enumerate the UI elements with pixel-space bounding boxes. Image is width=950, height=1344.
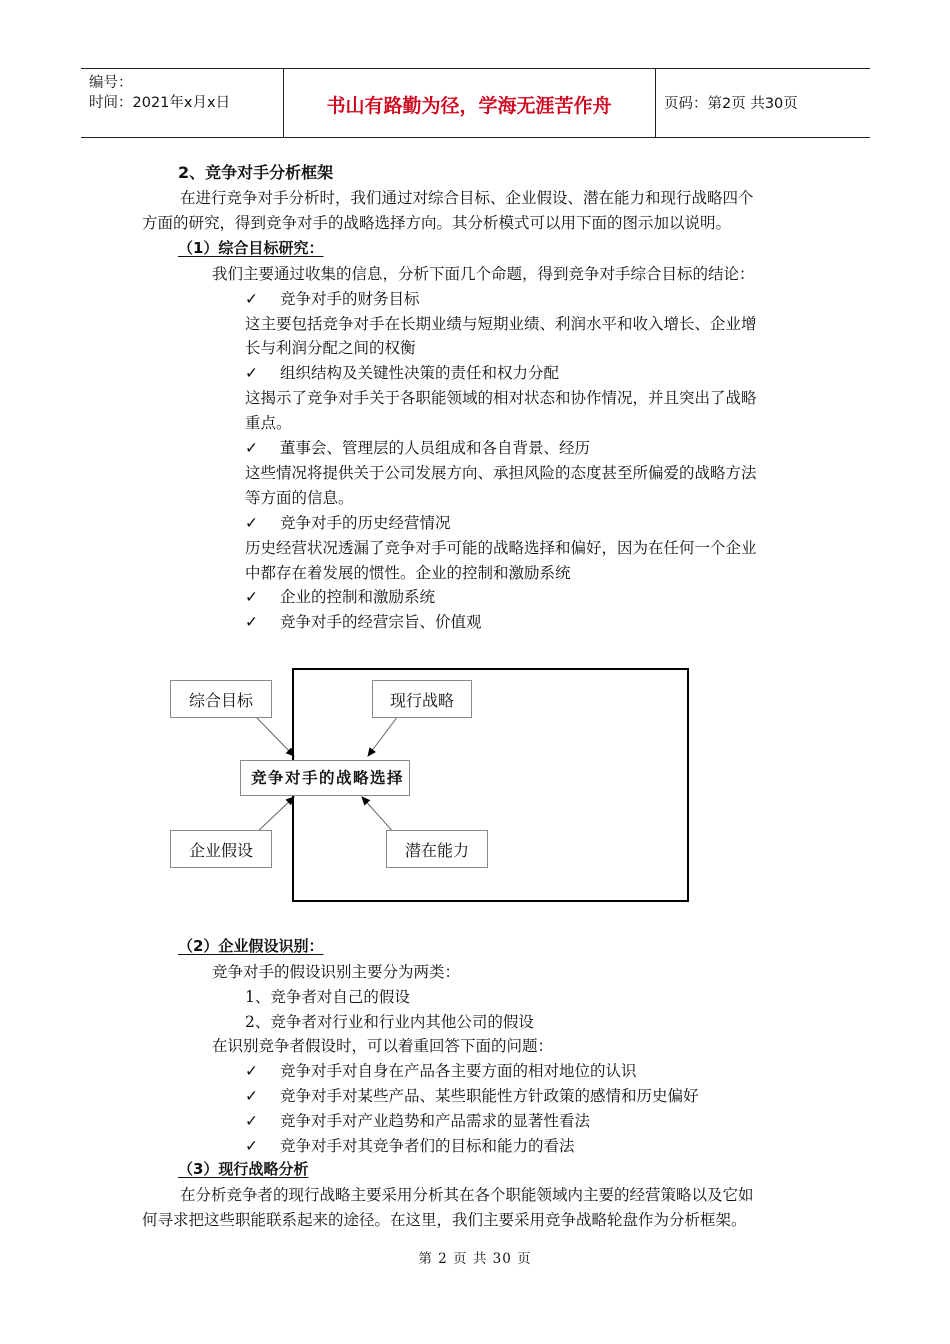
intro-line-2: 方面的研究，得到竞争对手的战略选择方向。其分析模式可以用下面的图示加以说明。 <box>142 214 732 232</box>
subsection-2-lead-2: 在识别竞争者假设时，可以着重回答下面的问题： <box>212 1037 554 1055</box>
header-motto: 书山有路勤为径，学海无涯苦作舟 <box>326 95 612 117</box>
subsection-2-lead: 竞争对手的假设识别主要分为两类： <box>212 963 461 981</box>
item-description: 这些情况将提供关于公司发展方向、承担风险的态度甚至所偏爱的战略方法 <box>245 464 757 482</box>
list-item: ✓ 组织结构及关键性决策的责任和权力分配 <box>245 364 560 382</box>
check-icon: ✓ <box>245 588 258 606</box>
numbered-item: 1、竞争者对自己的假设 <box>245 988 410 1006</box>
check-icon: ✓ <box>245 290 258 308</box>
list-item: ✓ 竞争对手对其竞争者们的目标和能力的看法 <box>245 1137 575 1155</box>
item-description: 这揭示了竞争对手关于各职能领域的相对状态和协作情况，并且突出了战略 <box>245 389 757 407</box>
diagram-box-assumptions: 企业假设 <box>170 830 272 868</box>
list-item: ✓ 竞争对手对产业趋势和产品需求的显著性看法 <box>245 1112 591 1130</box>
check-icon: ✓ <box>245 1137 258 1155</box>
list-item: ✓ 竞争对手的经营宗旨、价值观 <box>245 613 482 631</box>
check-icon: ✓ <box>245 514 258 532</box>
check-icon: ✓ <box>245 364 258 382</box>
diagram-box-capabilities: 潜在能力 <box>386 830 488 868</box>
diagram-box-current-strategy: 现行战略 <box>372 680 472 718</box>
item-description: 长与利润分配之间的权衡 <box>245 339 416 357</box>
item-description: 中都存在着发展的惯性。企业的控制和激励系统 <box>245 564 571 582</box>
check-icon: ✓ <box>245 1087 258 1105</box>
list-item: ✓ 竞争对手对自身在产品各主要方面的相对地位的认识 <box>245 1062 637 1080</box>
intro-line-1: 在进行竞争对手分析时，我们通过对综合目标、企业假设、潜在能力和现行战略四个 <box>180 189 754 207</box>
document-number-label: 编号： <box>89 75 133 91</box>
header-page-label: 页码：第2页 共30页 <box>664 96 798 112</box>
check-icon: ✓ <box>245 1062 258 1080</box>
subsection-1-heading: （1）综合目标研究： <box>178 239 324 257</box>
check-icon: ✓ <box>245 613 258 631</box>
item-description: 历史经营状况透漏了竞争对手可能的战略选择和偏好，因为在任何一个企业 <box>245 539 757 557</box>
list-item: ✓ 企业的控制和激励系统 <box>245 588 436 606</box>
subsection-1-lead: 我们主要通过收集的信息，分析下面几个命题，得到竞争对手综合目标的结论： <box>212 265 755 283</box>
check-icon: ✓ <box>245 1112 258 1130</box>
list-item: ✓ 董事会、管理层的人员组成和各自背景、经历 <box>245 439 591 457</box>
arrow-bottom-left <box>255 797 294 834</box>
list-item: ✓ 竞争对手对某些产品、某些职能性方针政策的感情和历史偏好 <box>245 1087 699 1105</box>
subsection-3-body-line-2: 何寻求把这些职能联系起来的途径。在这里，我们主要采用竞争战略轮盘作为分析框架。 <box>142 1211 747 1229</box>
numbered-item: 2、竞争者对行业和行业内其他公司的假设 <box>245 1013 534 1031</box>
arrow-bottom-right <box>362 797 395 834</box>
arrow-top-right <box>368 716 398 756</box>
check-icon: ✓ <box>245 439 258 457</box>
document-time-label: 时间：2021年x月x日 <box>89 95 231 111</box>
diagram-box-goals: 综合目标 <box>170 680 272 718</box>
subsection-3-body-line-1: 在分析竞争者的现行战略主要采用分析其在各个职能领域内主要的经营策略以及它如 <box>180 1186 754 1204</box>
list-item: ✓ 竞争对手的历史经营情况 <box>245 514 451 532</box>
page-footer: 第 2 页 共 30 页 <box>418 1251 532 1267</box>
section-title: 2、竞争对手分析框架 <box>178 163 334 182</box>
item-description: 等方面的信息。 <box>245 489 354 507</box>
subsection-3-heading: （3）现行战略分析 <box>178 1160 309 1178</box>
item-description: 重点。 <box>245 414 292 432</box>
diagram-center-box: 竞争对手的战略选择 <box>240 760 410 796</box>
list-item: ✓ 竞争对手的财务目标 <box>245 290 420 308</box>
subsection-2-heading: （2）企业假设识别： <box>178 937 324 955</box>
arrow-top-left <box>255 716 294 756</box>
item-description: 这主要包括竞争对手在长期业绩与短期业绩、利润水平和收入增长、企业增 <box>245 315 757 333</box>
